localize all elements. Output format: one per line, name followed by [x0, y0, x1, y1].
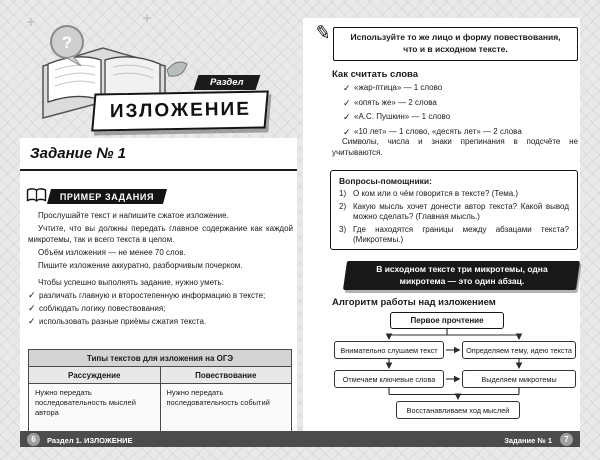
task-description — [28, 210, 293, 329]
skill-text: различать главную и второстепенную информацию в тексте; — [39, 291, 266, 301]
question-number: 2) — [339, 201, 347, 211]
check-icon: ✓ — [343, 126, 351, 137]
flow-box-first-reading: Первое прочтение — [390, 312, 504, 329]
word-count-heading: Как считать слова — [332, 69, 419, 80]
check-icon: ✓ — [343, 112, 351, 122]
question-number: 1) — [339, 189, 347, 198]
skill-item — [28, 303, 293, 314]
chapter-title: ИЗЛОЖЕНИЕ — [109, 98, 251, 123]
algorithm-heading: Алгоритм работы над изложением — [332, 297, 496, 308]
skill-text: соблюдать логику повествования; — [39, 304, 166, 314]
section-ribbon — [194, 75, 261, 90]
leaf-decoration — [167, 62, 187, 76]
table-col-header: Рассуждение — [29, 367, 161, 384]
note-box — [333, 27, 578, 61]
open-book-icon — [26, 187, 47, 204]
question-mark-icon: ? — [61, 33, 73, 52]
question-text: О ком или о чём говорится в тексте? (Тема.) — [353, 189, 519, 198]
helper-question — [339, 202, 569, 223]
flow-box-listen: Внимательно слушаем текст — [334, 341, 444, 359]
check-icon: ✓ — [343, 83, 351, 93]
footer-label-right: Задание № 1 — [504, 435, 552, 445]
skill-item — [28, 316, 293, 327]
paragraph: Объём изложения — не менее 70 слов. — [38, 248, 186, 258]
helper-question — [339, 189, 569, 200]
microtheme-banner — [343, 261, 580, 290]
check-icon: ✓ — [28, 303, 36, 314]
question-text: Где находятся границы между абзацами текста? (Микротемы.) — [353, 224, 569, 245]
flow-box-mark-keywords: Отмечаем ключевые слова — [334, 370, 444, 388]
flow-box-identify-microthemes: Выделяем микротемы — [462, 370, 576, 388]
paragraph: Прослушайте текст и напишите сжатое изложение. — [38, 211, 229, 220]
microtheme-text: В исходном тексте три микротемы, одна микротема — это один абзац. — [375, 263, 548, 286]
note-text: Используйте то же лицо и форму повествования, что и в исходном тексте. — [350, 32, 561, 54]
helper-questions-box — [330, 170, 578, 250]
chapter-title-banner — [91, 90, 269, 131]
example-task-banner — [47, 189, 167, 204]
pencil-icon: ✎ — [313, 21, 333, 46]
paragraph: Учтите, что вы должны передать главное содержание как каждой микротемы, так и всего текста в целом. — [28, 224, 293, 245]
section-label: Раздел — [210, 77, 244, 88]
word-count-note: Символы, числа и знаки препинания в подсчёте не учитываются. — [332, 137, 578, 158]
page-number-right: 7 — [560, 433, 573, 446]
flow-box-determine-theme: Определяем тему, идею текста — [462, 341, 576, 359]
word-count-item — [343, 112, 575, 123]
helper-question — [339, 225, 569, 246]
heading-rule — [20, 169, 297, 171]
check-icon: ✓ — [28, 290, 36, 301]
check-icon: ✓ — [343, 97, 351, 108]
word-count-text: «А.С. Пушкин» — 1 слово — [354, 112, 451, 121]
skill-text: использовать разные приёмы сжатия текста. — [39, 317, 207, 327]
question-text: Какую мысль хочет донести автор текста? Какой вывод можно сделать? (Главная мысль.) — [353, 201, 569, 222]
skill-item — [28, 290, 293, 301]
word-count-item — [343, 83, 575, 94]
table-cell: Нужно передать последовательность событий — [160, 384, 292, 437]
word-count-text: «10 лет» — 1 слово, «десять лет» — 2 слова — [354, 126, 522, 136]
flow-box-restore-thoughts: Восстанавливаем ход мыслей — [396, 401, 520, 419]
check-icon: ✓ — [28, 316, 36, 327]
table-cell: Нужно передать последовательность мыслей автора — [29, 384, 161, 437]
table-title: Типы текстов для изложения на ОГЭ — [29, 350, 292, 367]
footer-label-left: Раздел 1. ИЗЛОЖЕНИЕ — [47, 435, 133, 445]
question-number: 3) — [339, 224, 347, 234]
word-count-list — [343, 83, 575, 141]
word-count-text: «опять же» — 2 слова — [354, 97, 437, 107]
helper-questions-title: Вопросы-помощники: — [339, 176, 432, 186]
paragraph: Пишите изложение аккуратно, разборчивым почерком. — [38, 261, 243, 271]
task-heading: Задание № 1 — [30, 145, 127, 162]
skills-intro: Чтобы успешно выполнять задание, нужно уметь: — [38, 278, 224, 288]
word-count-item — [343, 98, 575, 109]
page-number-left: 6 — [27, 433, 40, 446]
text-types-table — [28, 349, 292, 437]
example-task-label: ПРИМЕР ЗАДАНИЯ — [59, 191, 155, 202]
table-col-header: Повествование — [160, 367, 292, 384]
word-count-text: «жар-птица» — 1 слово — [354, 83, 443, 92]
